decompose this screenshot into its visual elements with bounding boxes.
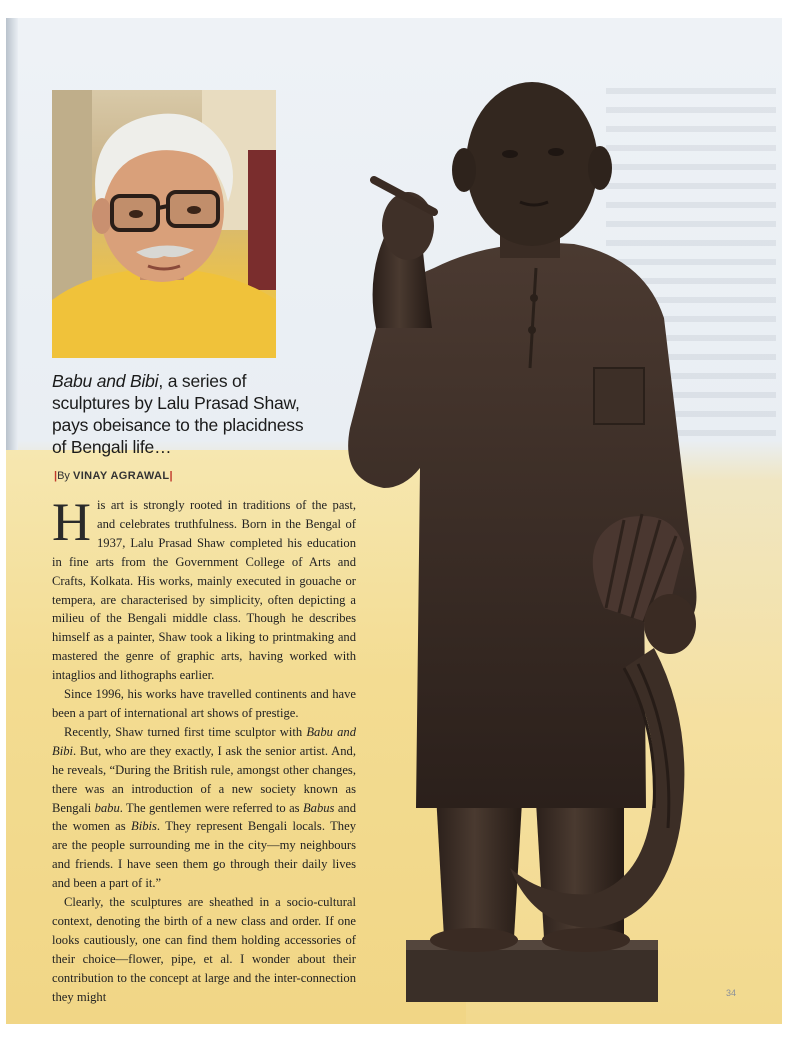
p3-part-a: Recently, Shaw turned first time sculptor with bbox=[64, 724, 307, 739]
p3-part-e: . The gentlemen were referred to as bbox=[119, 800, 303, 815]
paragraph-1-text: is art is strongly rooted in traditions of the past, and celebrates truthfulness. Born in the Bengal of 1937, Lalu Prasad Shaw completed his education in fine arts from the Government College of Arts and Crafts, Kolkata. His works, mainly executed in gouache or tempera, are characterised by simplicity, often depicting a milieu of the Bengali middle class. Though he describes himself as a painter, Shaw took a liking to printmaking and mastered the genre of graphic arts, having worked with intaglios and lithographs earlier. bbox=[52, 498, 356, 683]
byline bbox=[54, 470, 173, 482]
page-number: 34 bbox=[726, 988, 737, 998]
drop-cap: H bbox=[52, 492, 91, 552]
article-body bbox=[52, 492, 357, 1006]
p3-part-i: . They represent Bengali locals. They are the people surrounding me in the city—my neighbours and friends. I have seen them go through their daily lives and been a part of it.” bbox=[52, 819, 356, 891]
p3-babu-italic: babu bbox=[94, 800, 120, 815]
photo-caption bbox=[52, 370, 312, 458]
artist-portrait-photo bbox=[52, 90, 276, 358]
p3-babus-italic: Babus bbox=[302, 800, 335, 815]
portrait-illustration bbox=[52, 90, 276, 358]
caption-title: Babu and Bibi bbox=[52, 371, 159, 391]
byline-author: VINAY AGRAWAL bbox=[72, 470, 170, 482]
paragraph-3 bbox=[52, 723, 356, 893]
p3-bibis-italic: Bibis bbox=[131, 819, 157, 834]
caption-text: , a series of sculptures by Lalu Prasad Shaw, pays obeisance to the placidness of Bengali life… bbox=[52, 371, 304, 457]
magazine-page bbox=[6, 18, 782, 1024]
paragraph-2: Since 1996, his works have travelled continents and have been a part of international art shows of prestige. bbox=[52, 687, 356, 720]
p3-part-c: . But, who are they exactly, I ask the senior artist. And, he reveals, “During the British rule, amongst other changes, there was an introduction of a new society known as Bengali bbox=[52, 743, 356, 815]
babu-sculpture-image bbox=[324, 68, 754, 1024]
byline-prefix: By bbox=[57, 470, 73, 482]
paragraph-1 bbox=[52, 492, 356, 685]
byline-open-bar: | bbox=[54, 470, 58, 482]
p3-part-g: and the women as bbox=[52, 800, 356, 834]
paragraph-4: Clearly, the sculptures are sheathed in a socio-cultural context, denoting the birth of a new class and order. If one looks cautiously, one can find them holding accessories of their choice—flower, pipe, et al. I wonder about their contribution to the concept at large and the inter-connection they might bbox=[52, 895, 356, 1004]
p3-title-italic: Babu and Bibi bbox=[52, 724, 357, 758]
byline-close-bar: | bbox=[169, 470, 173, 482]
